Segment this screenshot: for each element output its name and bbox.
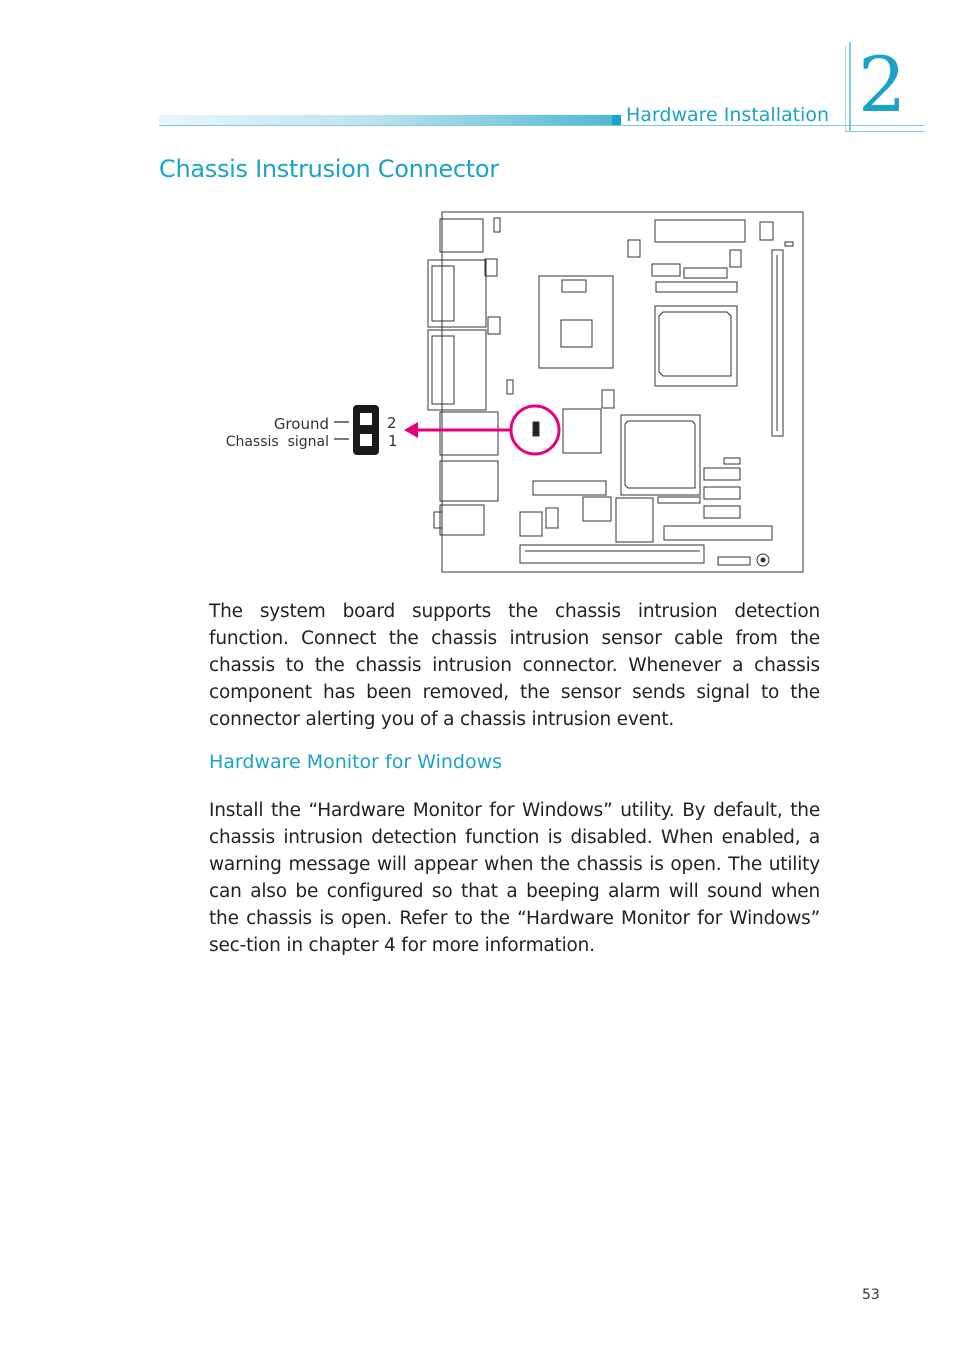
chapter-box-line [845,46,846,132]
pin-1 [360,434,372,446]
sata-2 [704,487,740,499]
serial-port-1 [428,260,486,327]
chapter-box-line [845,131,924,132]
pin-number-2: 2 [387,414,397,432]
motherboard-diagram [220,205,820,585]
label-chassis-signal: Chassis signal [225,434,329,450]
audio-port [440,505,484,535]
chassis-header-board [533,422,539,436]
northbridge-chip [655,306,737,386]
usb-port [440,412,498,455]
super-io-chip [563,409,601,453]
io-port-top [440,219,483,252]
serial-port-2 [428,330,486,410]
chapter-box-line [849,42,851,132]
chapter-number: 2 [858,40,907,129]
sata-1 [704,468,740,480]
southbridge-chip [621,415,700,495]
header-rule [159,115,621,125]
sata-3 [704,506,740,518]
power-connector [655,220,745,242]
cpu-socket [539,276,613,368]
header-rule-end [612,115,621,125]
label-ground: Ground [273,415,329,433]
pci-slot [520,545,704,563]
lan-port [440,461,498,501]
pin-2 [360,413,372,425]
page-number: 53 [862,1287,880,1303]
page-title: Chassis Instrusion Connector [159,155,499,183]
monitor-paragraph: Install the “Hardware Monitor for Windows” utility. By default, the chassis intrusion detection function is disabled. When enabled, a warning message will appear when the chassis is open. The utility can also be configured so that a beeping alarm will sound when the chassis is open. Refer to the “Hardware Monitor for Windows” sec-tion in chapter 4 for more information. [209,800,820,956]
intro-paragraph: The system board supports the chassis intrusion detection function. Connect the chassis intrusion sensor cable from the chassis to the chassis intrusion connector. Whenever a chassis component has been removed, the sensor sends signal to the connector alerting you of a chassis intrusion event. [209,601,820,730]
subheading: Hardware Monitor for Windows [209,751,503,773]
pin-number-1: 1 [388,432,398,450]
board-outline [442,212,803,572]
section-label: Hardware Installation [626,104,830,126]
connector-callout [353,405,379,455]
